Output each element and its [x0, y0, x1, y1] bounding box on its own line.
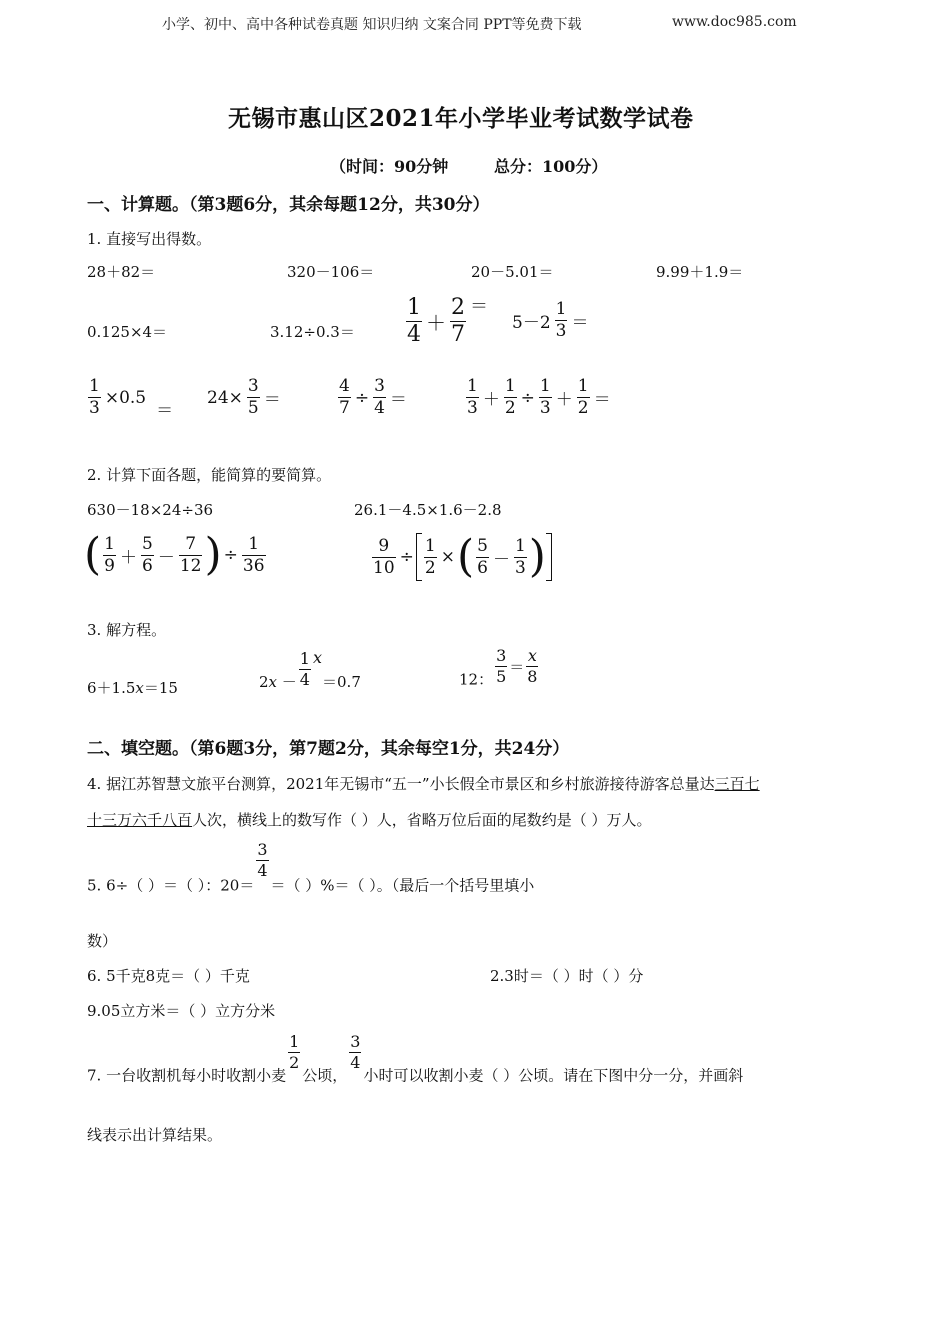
section-2-heading: 二、填空题。（第6题3分，第7题2分，其余每空1分，共24分）: [87, 739, 570, 759]
q2-item-d: $\frac{9}{10}$ ÷ $\frac{1}{2}$ ×( $\frac{5}{6}$ － $\frac{1}{3}$ ): [370, 533, 552, 581]
fraction: $\frac{1}{4}$: [407, 295, 421, 347]
exam-time: （时间：90分钟: [330, 157, 449, 176]
q1-item-8: 5－2 $\frac{1}{3}$ ＝: [512, 299, 589, 341]
fraction: $\frac{5}{6}$: [142, 533, 153, 576]
q1-item-10: 24× $\frac{3}{5}$ ＝: [207, 376, 281, 418]
q7-line-1: 7. 一台收割机每小时收割小麦 $\frac{1}{2}$ 公顷， $\frac{3}{4}$ 小时可以收割小麦（ ）公顷。请在下图中分一分，并画斜: [87, 1032, 744, 1085]
fraction: $\frac{2}{7}$: [451, 295, 465, 347]
fraction: $\frac{3}{5}$: [496, 646, 507, 686]
fraction: $\frac{1}{3}$: [89, 376, 100, 418]
fraction: $\frac{1}{3}$: [514, 535, 526, 578]
fraction: $\frac{1}{3}$: [467, 376, 478, 418]
q3-item-c: 12： $\frac{3}{5}$ ＝ $\frac{x}{8}$: [459, 646, 538, 689]
q6-item-a: 6. 5千克8克＝（ ）千克: [87, 967, 250, 985]
exam-total: 总分：100分）: [494, 157, 608, 176]
fraction: $\frac{1}{2}$: [504, 376, 516, 418]
fraction: $\frac{1}{4}$: [299, 648, 310, 689]
fraction: $\frac{3}{4}$: [257, 840, 268, 880]
q3-item-b: 2x － $\frac{1}{4}$ x＝0.7: [259, 648, 361, 691]
fraction: $\frac{x}{8}$: [527, 646, 538, 686]
fraction: $\frac{1}{2}$: [577, 376, 589, 418]
fraction: $\frac{9}{10}$: [373, 535, 395, 578]
q4-line-1: 4. 据江苏智慧文旅平台测算，2021年无锡市“五一”小长假全市景区和乡村旅游接待游客总量达三百七: [87, 775, 760, 793]
fraction: $\frac{3}{5}$: [247, 376, 259, 418]
fraction: $\frac{1}{3}$: [555, 299, 567, 341]
fraction: $\frac{1}{3}$: [539, 376, 551, 418]
fraction: $\frac{1}{9}$: [104, 533, 115, 576]
q1-item-2: 320－106＝: [287, 263, 375, 281]
fraction: $\frac{1}{2}$: [424, 535, 436, 578]
fraction: $\frac{7}{12}$: [179, 533, 202, 576]
q3-item-a: 6＋1.5x＝15: [87, 679, 178, 697]
q2-label: 2. 计算下面各题，能简算的要简算。: [87, 466, 332, 484]
exam-title: 无锡市惠山区2021年小学毕业考试数学试卷: [228, 105, 694, 132]
q5-line-1: 5. 6÷（ ）＝（ ）：20＝ $\frac{3}{4}$ ＝（ ）%＝（ ）。（最后一个括号里填小: [87, 840, 535, 895]
fraction: $\frac{1}{2}$: [289, 1032, 300, 1072]
q6-item-c: 9.05立方米＝（ ）立方分米: [87, 1002, 276, 1020]
q1-item-1: 28＋82＝: [87, 263, 156, 281]
q1-item-4: 9.99＋1.9＝: [656, 263, 744, 281]
q1-item-9: $\frac{1}{3}$ ×0.5＝: [89, 376, 174, 421]
fraction: $\frac{3}{4}$: [374, 376, 385, 418]
fraction: $\frac{5}{6}$: [477, 535, 488, 578]
q6-item-b: 2.3时＝（ ）时（ ）分: [490, 967, 644, 985]
q1-label: 1. 直接写出得数。: [87, 230, 212, 248]
q5-line-2: 数）: [87, 932, 118, 950]
q1-item-3: 20－5.01＝: [471, 263, 554, 281]
site-url[interactable]: www.doc985.com: [672, 14, 797, 30]
q1-item-5: 0.125×4＝: [87, 323, 168, 341]
q2-item-c: ( $\frac{1}{9}$ ＋ $\frac{5}{6}$ － $\frac{7}{12}$ ) ÷ $\frac{1}{36}$: [84, 529, 265, 580]
q4-line-2: 十三万六千八百人次，横线上的数写作（ ）人，省略万位后面的尾数约是（ ）万人。: [87, 811, 652, 829]
q1-item-6: 3.12÷0.3＝: [270, 323, 355, 341]
site-header-text: 小学、初中、高中各种试卷真题 知识归纳 文案合同 PPT等免费下载: [162, 17, 582, 33]
q1-item-7: $\frac{1}{4}$ ＋ $\frac{2}{7}$ ＝: [407, 295, 488, 347]
q1-item-12: $\frac{1}{3}$ ＋ $\frac{1}{2}$ ÷ $\frac{1}{3}$ ＋ $\frac{1}{2}$ ＝: [467, 376, 611, 418]
section-1-heading: 一、计算题。（第3题6分，其余每题12分，共30分）: [87, 195, 490, 215]
q2-item-b: 26.1－4.5×1.6－2.8: [354, 501, 502, 519]
q7-line-2: 线表示出计算结果。: [87, 1126, 223, 1144]
fraction: $\frac{1}{36}$: [242, 533, 265, 576]
fraction: $\frac{4}{7}$: [339, 376, 350, 418]
fraction: $\frac{3}{4}$: [350, 1032, 361, 1072]
q3-label: 3. 解方程。: [87, 621, 167, 639]
q1-item-11: $\frac{4}{7}$ ÷ $\frac{3}{4}$ ＝: [339, 376, 407, 418]
q2-item-a: 630－18×24÷36: [87, 501, 214, 519]
